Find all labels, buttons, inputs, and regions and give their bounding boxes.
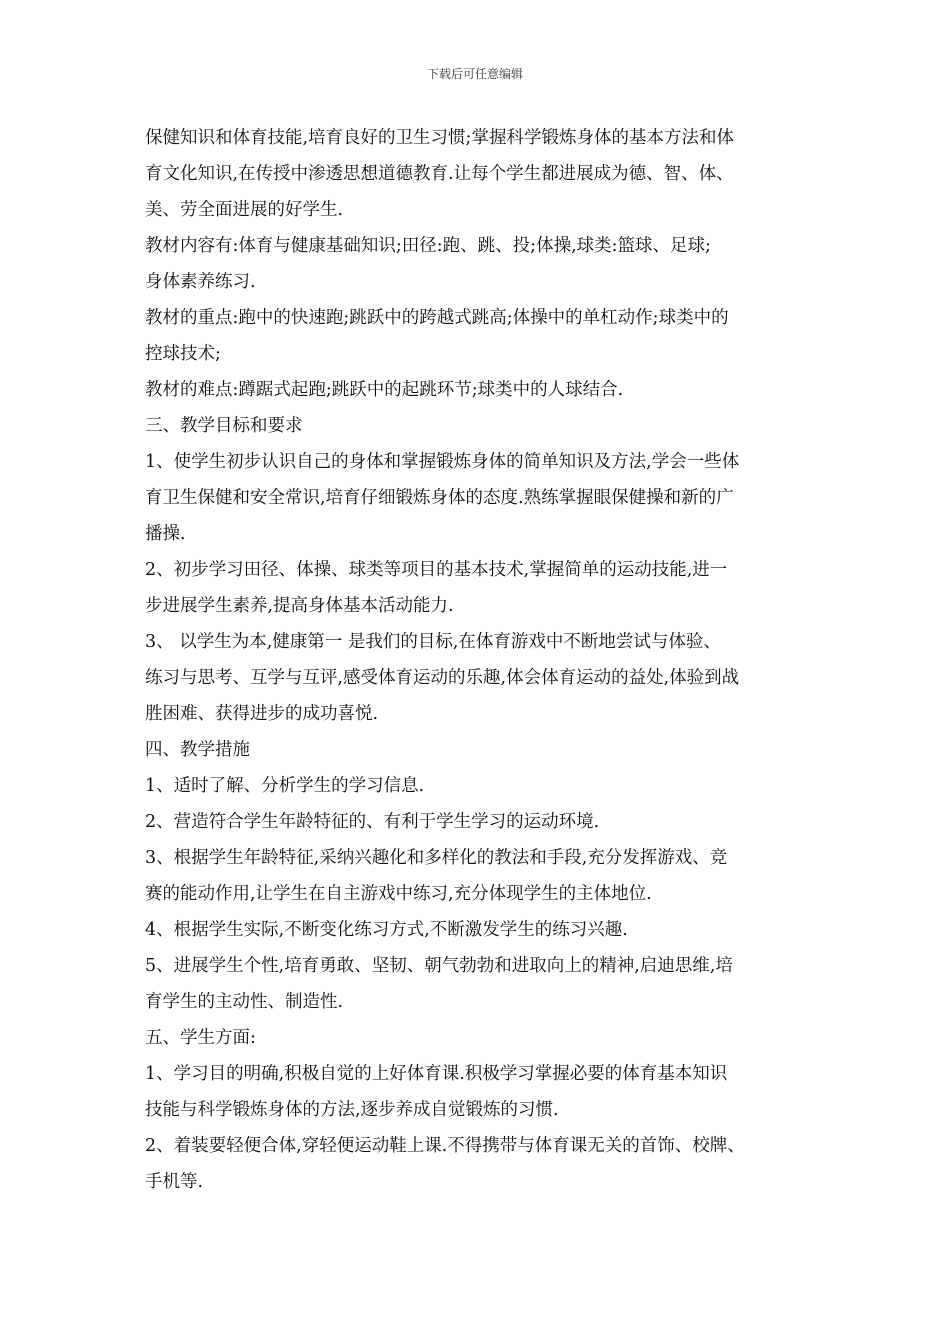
text-line: 3、 以学生为本,健康第一 是我们的目标,在体育游戏中不断地尝试与体验、 [145,632,721,652]
text-line: 胜困难、获得进步的成功喜悦. [145,704,379,724]
section-heading: 五、学生方面: [145,1028,256,1048]
text-line: 育文化知识,在传授中渗透思想道德教育.让每个学生都进展成为德、智、体、 [145,164,734,184]
text-line: 美、劳全面进展的好学生. [145,200,344,220]
text-line: 保健知识和体育技能,培育良好的卫生习惯;掌握科学锻炼身体的基本方法和体 [145,128,734,148]
text-line: 5、进展学生个性,培育勇敢、坚韧、朝气勃勃和进取向上的精神,启迪思维,培 [145,956,733,976]
document-body [145,120,810,1200]
text-line: 技能与科学锻炼身体的方法,逐步养成自觉锻炼的习惯. [145,1100,559,1120]
text-line: 步进展学生素养,提高身体基本活动能力. [145,596,454,616]
text-line: 4、根据学生实际,不断变化练习方式,不断激发学生的练习兴趣. [145,920,628,940]
text-line: 1、使学生初步认识自己的身体和掌握锻炼身体的简单知识及方法,学会一些体 [145,452,740,472]
text-line: 手机等. [145,1172,204,1192]
text-line: 3、根据学生年龄特征,采纳兴趣化和多样化的教法和手段,充分发挥游戏、竞 [145,848,728,868]
text-line: 1、学习目的明确,积极自觉的上好体育课.积极学习掌握必要的体育基本知识 [145,1064,728,1084]
text-line: 身体素养练习. [145,272,256,292]
text-line: 育学生的主动性、制造性. [145,992,344,1012]
text-line: 练习与思考、互学与互评,感受体育运动的乐趣,体会体育运动的益处,体验到战 [145,668,740,688]
page-header: 下载后可任意编辑 [426,67,523,81]
text-line: 2、着装要轻便合体,穿轻便运动鞋上课.不得携带与体育课无关的首饰、校牌、 [145,1136,745,1156]
text-line: 教材内容有:体育与健康基础知识;田径:跑、跳、投;体操,球类:篮球、足球; [145,236,711,256]
text-line: 育卫生保健和安全常识,培育仔细锻炼身体的态度.熟练掌握眼保健操和新的广 [145,488,734,508]
text-line: 教材的重点:跑中的快速跑;跳跃中的跨越式跳高;体操中的单杠动作;球类中的 [145,308,729,328]
text-line: 控球技术; [145,344,221,364]
text-line: 教材的难点:蹲踞式起跑;跳跃中的起跳环节;球类中的人球结合. [145,380,624,400]
section-heading: 三、教学目标和要求 [145,416,303,436]
section-heading: 四、教学措施 [145,740,250,760]
text-line: 2、营造符合学生年龄特征的、有利于学生学习的运动环境. [145,812,600,832]
text-line: 2、初步学习田径、体操、球类等项目的基本技术,掌握简单的运动技能,进一 [145,560,728,580]
text-line: 赛的能动作用,让学生在自主游戏中练习,充分体现学生的主体地位. [145,884,652,904]
text-line: 播操. [145,524,186,544]
text-line: 1、适时了解、分析学生的学习信息. [145,776,425,796]
